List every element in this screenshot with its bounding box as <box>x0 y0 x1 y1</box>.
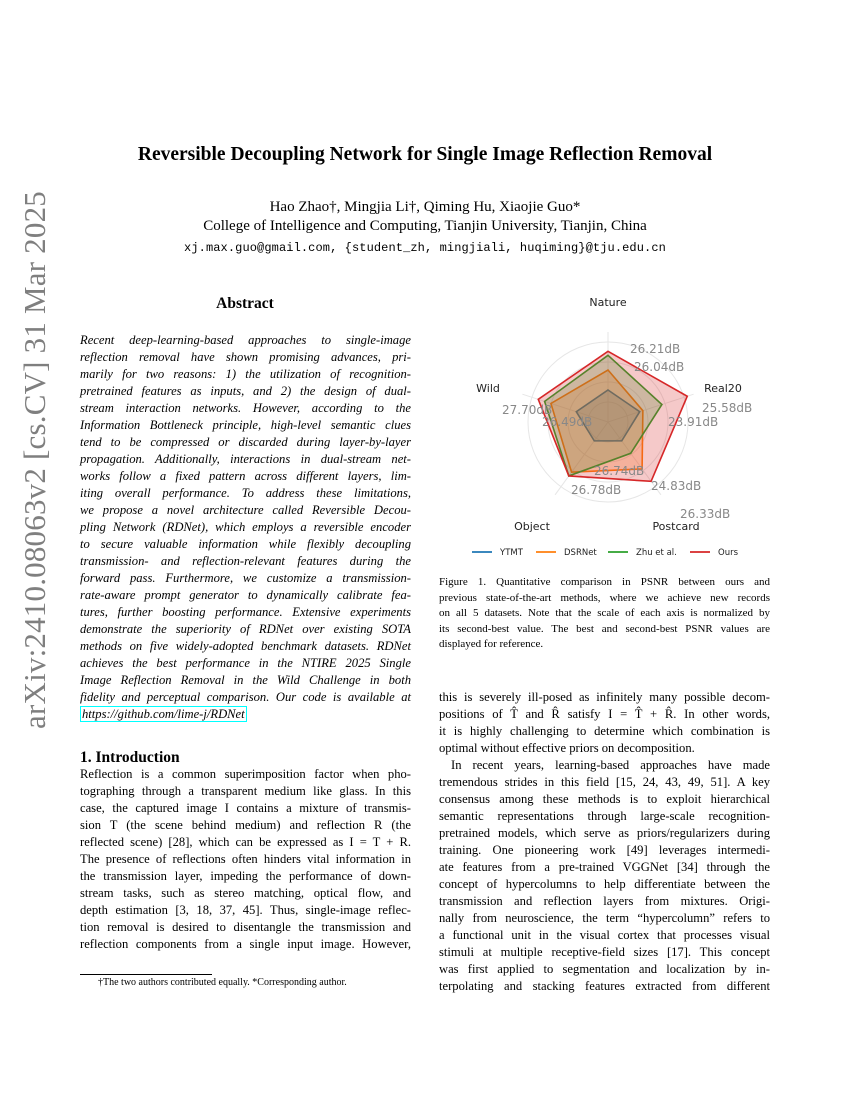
abstract-line: achieves the best performance in the NTIRE 2025 Single <box>80 656 411 670</box>
value-label-real20-best: 25.58dB <box>702 401 753 415</box>
arxiv-identifier: arXiv:2410.08063v2 [cs.CV] 31 Mar 2025 <box>17 191 52 729</box>
abstract-line: rate-aware prompt generator to dynamically calibrate fea- <box>80 588 411 602</box>
section-heading-introduction: 1. Introduction <box>80 749 180 766</box>
caption-line: its second-best value. The best and second-best PSNR values are <box>439 622 770 635</box>
text-line: The presence of reflections often hinders vital information in <box>80 852 411 866</box>
text-line: was first applied to segmentation and localization by in- <box>439 962 770 976</box>
abstract-line: reflection removal have shown promising advances, pri- <box>80 350 411 364</box>
text-line: In recent years, learning-based approaches have made <box>451 758 770 772</box>
text-line: stream tasks, such as stereo matching, optical flow, and <box>80 886 411 900</box>
abstract-line: Recent deep-learning-based approaches to single-image <box>80 333 411 347</box>
abstract-line: methods on five widely-adopted benchmark datasets. RDNet <box>80 639 411 653</box>
footnote: †The two authors contributed equally. *Corresponding author. <box>98 977 347 988</box>
text-line: case, the captured image I contains a mixture of transmis- <box>80 801 411 815</box>
text-line: optimal without effective priors on decomposition. <box>439 741 695 755</box>
abstract-line: Image Reflection Removal in the Wild Challenge in both <box>80 673 411 687</box>
text-line: tremendous strides in this field [15, 24, 43, 49, 51]. A key <box>439 775 770 789</box>
abstract-line: stream interaction networks. However, according to the <box>80 401 411 415</box>
abstract-line: we propose a novel architecture called Reversible Decou- <box>80 503 411 517</box>
axis-label-wild: Wild <box>476 382 500 395</box>
caption-line: previous state-of-the-art methods, where we achieve new records <box>439 591 770 604</box>
intro-left-column <box>80 766 411 953</box>
abstract-line: propagation. Additionally, interactions in dual-stream net- <box>80 452 411 466</box>
text-line: nally from neuroscience, the term “hypercolumn” refers to <box>439 911 770 925</box>
caption-line: on all 5 datasets. Note that the scale of each axis is normalized by <box>439 607 770 619</box>
legend-label: Zhu et al. <box>636 548 677 558</box>
abstract-body <box>80 332 411 723</box>
legend-label: Ours <box>718 548 739 558</box>
abstract-line: marily for two reasons: 1) the utilization of recognition- <box>80 367 411 381</box>
footnote-rule <box>80 974 212 975</box>
abstract-line: fidelity and perceptual comparison. Our code is available at <box>80 690 411 704</box>
text-line: it is highly challenging to determine which combination is <box>439 724 770 738</box>
value-label-object-second: 26.74dB <box>594 464 645 478</box>
text-line: training. One pioneering work [49] leverages intermedi- <box>439 843 770 857</box>
value-label-nature-best: 26.21dB <box>630 342 681 356</box>
abstract-line: pretrained features as inputs, and 2) the design of dual- <box>80 384 411 398</box>
legend-label: DSRNet <box>564 548 597 558</box>
axis-label-object: Object <box>514 520 550 533</box>
author-emails: xj.max.guo@gmail.com, {student_zh, mingjiali, huqiming}@tju.edu.cn <box>184 241 666 255</box>
affiliation: College of Intelligence and Computing, Tianjin University, Tianjin, China <box>203 218 647 234</box>
abstract-line: forward pass. Furthermore, we customize a transmission- <box>80 571 411 585</box>
text-line: semantic representations through large-scale recognition- <box>439 809 770 823</box>
axis-label-postcard: Postcard <box>652 520 700 533</box>
text-line: concept of hypercolumns to help differentiate between the <box>439 877 770 891</box>
text-line: consensus among these methods is to exploit hierarchical <box>439 792 770 806</box>
text-line: this is severely ill-posed as infinitely many possible decom- <box>439 690 770 704</box>
abstract-line: demonstrate the superiority of RDNet over existing SOTA <box>80 622 411 636</box>
text-line: depth estimation [3, 18, 37, 45]. Thus, single-image reflec- <box>80 903 411 917</box>
text-line: stimuli at multiple receptive-field sizes [17]. This concept <box>439 945 770 959</box>
caption-line: Figure 1. Quantitative comparison in PSNR between ours and <box>439 576 770 588</box>
text-line: terpolating and stacking features extracted from different <box>439 979 770 993</box>
value-label-object-best: 26.78dB <box>571 483 622 497</box>
abstract-line: to secure valuable information while flexibly decoupling <box>80 537 411 551</box>
author-list: Hao Zhao†, Mingjia Li†, Qiming Hu, Xiaojie Guo* <box>269 199 581 215</box>
code-link[interactable]: https://github.com/lime-j/RDNet <box>82 707 245 721</box>
text-line: reflection components from a single input image. However, <box>80 937 411 951</box>
value-label-postcard-second: 24.83dB <box>651 479 702 493</box>
abstract-line: transmission- and reflection-relevant features during the <box>80 554 411 568</box>
abstract-line <box>80 706 411 723</box>
abstract-line: iting overall performance. To address these limitations, <box>80 486 411 500</box>
text-line: the transmission layer, impeding the performance of down- <box>80 869 411 883</box>
paper-title: Reversible Decoupling Network for Single Image Reflection Removal <box>137 144 713 165</box>
legend-label: YTMT <box>500 548 523 558</box>
value-label-wild-second: 26.49dB <box>542 415 593 429</box>
radar-chart-figure <box>468 292 758 562</box>
figure-caption <box>439 575 770 653</box>
text-line: a functional unit in the visual cortex that processes visual <box>439 928 770 942</box>
abstract-line: tend to be compressed or discarded during layer-by-layer <box>80 435 411 449</box>
text-line: transmission and reflection layers from mixtures. Origi- <box>439 894 770 908</box>
axis-label-real20: Real20 <box>704 382 742 395</box>
abstract-line: pling Network (RDNet), which employs a reversible encoder <box>80 520 411 534</box>
abstract-line: tures, further boosting performance. Extensive experiments <box>80 605 411 619</box>
text-line: reflected scene) [28], which can be expressed as I = T + R. <box>80 835 411 849</box>
value-label-wild-best: 27.70dB <box>502 403 553 417</box>
intro-right-column <box>439 689 770 995</box>
value-label-postcard-best: 26.33dB <box>680 507 731 521</box>
axis-label-nature: Nature <box>589 296 627 309</box>
radar-chart <box>468 292 758 562</box>
abstract-line: Information Bottleneck principle, high-level semantic clues <box>80 418 411 432</box>
abstract-heading: Abstract <box>216 295 274 312</box>
text-line: tographing through a transparent medium like glass. In this <box>80 784 411 798</box>
value-label-real20-second: 23.91dB <box>668 415 719 429</box>
value-label-nature-second: 26.04dB <box>634 360 685 374</box>
abstract-line: works follow a fixed pattern across different layers, lim- <box>80 469 411 483</box>
text-line: sion T (the scene behind medium) and reflection R (the <box>80 818 411 832</box>
text-line: positions of T̂ and R̂ satisfy I = T̂ + R̂. In other words, <box>439 707 770 721</box>
text-line: pretrained models, which serve as priors/regularizers during <box>439 826 770 840</box>
text-line: ate features from a pre-trained VGGNet [34] through the <box>439 860 770 874</box>
text-line: tion removal is desired to disentangle the transmission and <box>80 920 411 934</box>
text-line: Reflection is a common superimposition factor when pho- <box>80 767 411 781</box>
caption-line: displayed for reference. <box>439 638 544 650</box>
